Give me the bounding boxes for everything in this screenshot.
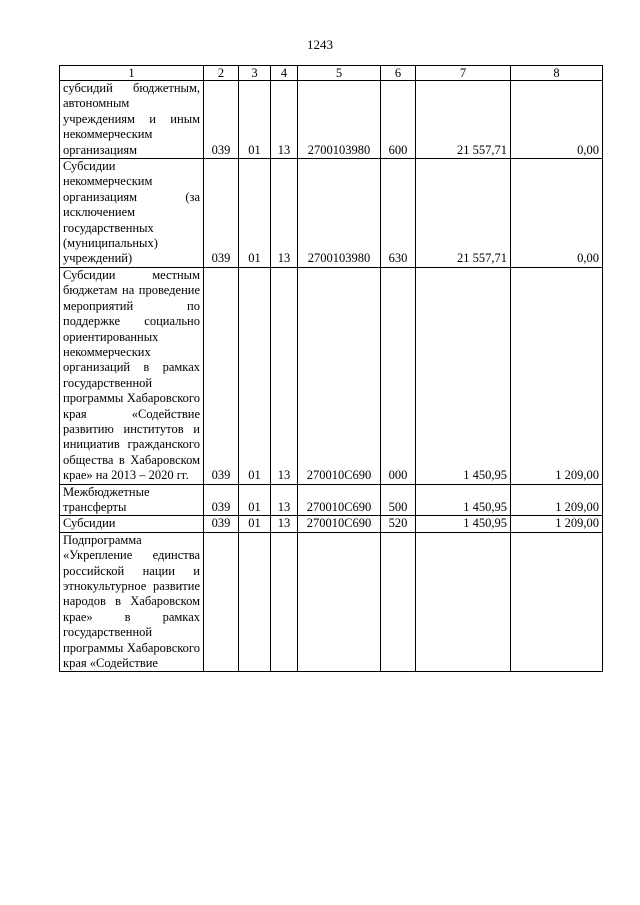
expense-type-code: 520	[381, 516, 416, 532]
target-article-code: 270010С690	[298, 267, 381, 484]
budget-table	[59, 65, 603, 672]
amount-year2	[511, 532, 603, 672]
amount-year1: 21 557,71	[416, 159, 511, 268]
table-row	[60, 267, 603, 484]
amount-year2: 1 209,00	[511, 516, 603, 532]
target-article-code: 2700103980	[298, 159, 381, 268]
section-code: 01	[239, 516, 271, 532]
row-name: Межбюджетные трансферты	[60, 484, 204, 516]
target-article-code: 2700103980	[298, 81, 381, 159]
column-header: 8	[511, 66, 603, 81]
section-code: 01	[239, 267, 271, 484]
section-code: 01	[239, 484, 271, 516]
amount-year2: 0,00	[511, 81, 603, 159]
column-header: 4	[271, 66, 298, 81]
page-number: 1243	[307, 37, 333, 52]
ministry-code: 039	[204, 516, 239, 532]
expense-type-code: 600	[381, 81, 416, 159]
ministry-code: 039	[204, 159, 239, 268]
expense-type-code: 000	[381, 267, 416, 484]
section-code: 01	[239, 159, 271, 268]
column-header: 6	[381, 66, 416, 81]
row-name: Субсидии некоммерческим организациям (за исключением государственных (муниципальных) учреждений)	[60, 159, 204, 268]
amount-year2: 1 209,00	[511, 267, 603, 484]
amount-year1	[416, 532, 511, 672]
subsection-code: 13	[271, 267, 298, 484]
ministry-code: 039	[204, 267, 239, 484]
expense-type-code	[381, 532, 416, 672]
table-row	[60, 532, 603, 672]
subsection-code: 13	[271, 159, 298, 268]
amount-year1: 1 450,95	[416, 267, 511, 484]
column-header: 7	[416, 66, 511, 81]
table-row	[60, 484, 603, 516]
table-row	[60, 516, 603, 532]
amount-year2: 0,00	[511, 159, 603, 268]
column-header: 1	[60, 66, 204, 81]
ministry-code: 039	[204, 81, 239, 159]
column-header: 3	[239, 66, 271, 81]
amount-year1: 21 557,71	[416, 81, 511, 159]
amount-year1: 1 450,95	[416, 484, 511, 516]
row-name: Субсидии	[60, 516, 204, 532]
header-row	[60, 66, 603, 81]
ministry-code	[204, 532, 239, 672]
subsection-code: 13	[271, 484, 298, 516]
amount-year1: 1 450,95	[416, 516, 511, 532]
row-name: Субсидии местным бюджетам на проведение мероприятий по поддержке социально ориентированных некоммерческих организаций в рамках государственной программы Хабаровского края «Содействие развитию институтов и инициатив гражданского общества в Хабаровском крае» на 2013 – 2020 гг.	[60, 267, 204, 484]
row-name: Подпрограмма «Укрепление единства российской нации и этнокультурное развитие народов в Хабаровском крае» в рамках государственной программы Хабаровского края «Содействие	[60, 532, 204, 672]
section-code	[239, 532, 271, 672]
ministry-code: 039	[204, 484, 239, 516]
target-article-code: 270010С690	[298, 516, 381, 532]
table-row	[60, 81, 603, 159]
subsection-code: 13	[271, 516, 298, 532]
section-code: 01	[239, 81, 271, 159]
subsection-code	[271, 532, 298, 672]
amount-year2: 1 209,00	[511, 484, 603, 516]
expense-type-code: 630	[381, 159, 416, 268]
expense-type-code: 500	[381, 484, 416, 516]
subsection-code: 13	[271, 81, 298, 159]
target-article-code: 270010С690	[298, 484, 381, 516]
row-name: субсидий бюджетным, автономным учреждениям и иным некоммерческим организациям	[60, 81, 204, 159]
column-header: 5	[298, 66, 381, 81]
column-header: 2	[204, 66, 239, 81]
target-article-code	[298, 532, 381, 672]
table-row	[60, 159, 603, 268]
